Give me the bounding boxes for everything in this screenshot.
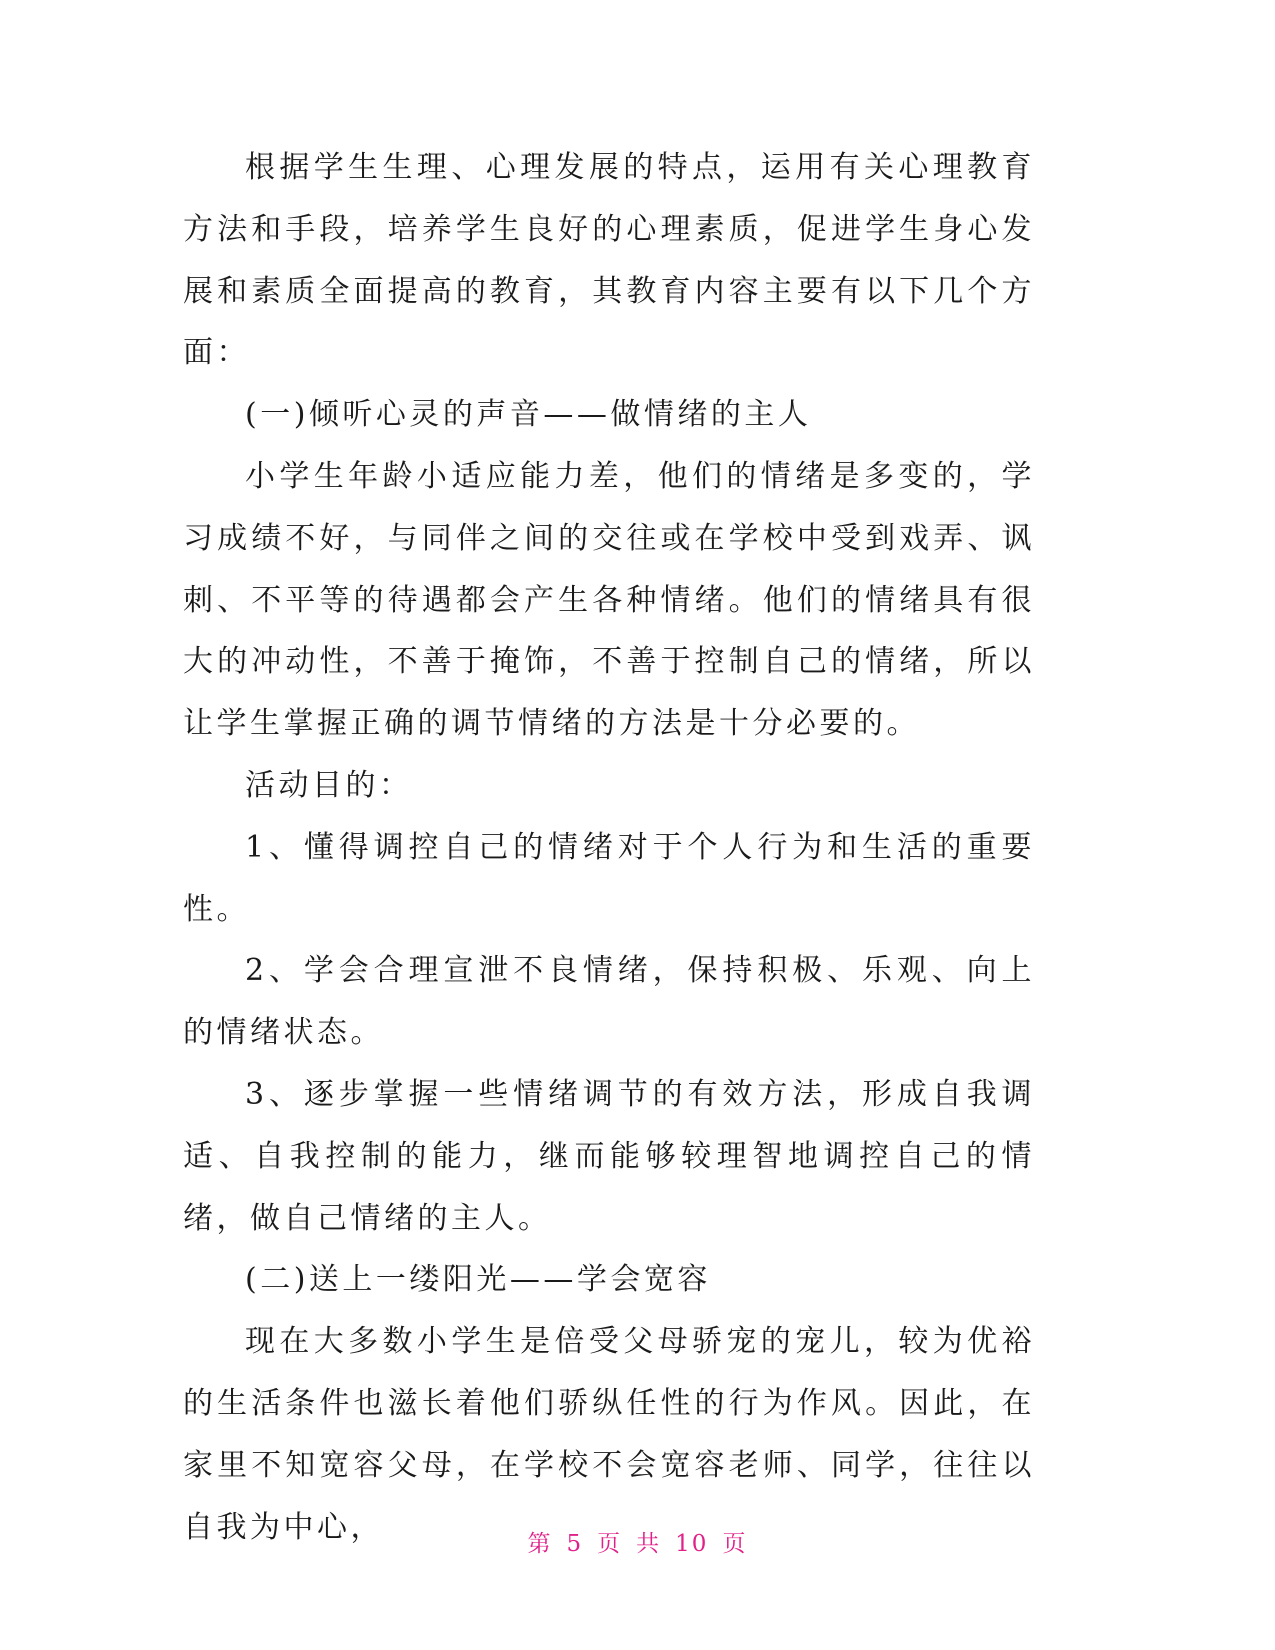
goal-item-2: 2、学会合理宣泄不良情绪，保持积极、乐观、向上的情绪状态。 [183, 953, 1035, 1051]
footer-current-page: 5 [566, 1531, 584, 1557]
footer-prefix: 第 [527, 1531, 553, 1557]
section-heading-2: (二)送上一缕阳光——学会宽容 [245, 1262, 711, 1298]
document-body [183, 137, 1035, 1558]
goal-item-3: 3、逐步掌握一些情绪调节的有效方法，形成自我调适、自我控制的能力，继而能够较理智地调控自己的情绪，做自己情绪的主人。 [183, 1076, 1035, 1236]
footer-suffix: 页 [722, 1531, 748, 1557]
footer-total-label: 共 [636, 1531, 662, 1557]
footer-total-pages: 10 [675, 1531, 709, 1557]
page-footer [0, 1525, 1275, 1558]
footer-page-label: 页 [597, 1531, 623, 1557]
goal-item-1: 1、懂得调控自己的情绪对于个人行为和生活的重要性。 [183, 829, 1035, 927]
section-heading-1: (一)倾听心灵的声音——做情绪的主人 [245, 397, 812, 433]
paragraph-section-1: 小学生年龄小适应能力差，他们的情绪是多变的，学习成绩不好，与同伴之间的交往或在学校中受到戏弄、讽刺、不平等的待遇都会产生各种情绪。他们的情绪具有很大的冲动性，不善于掩饰，不善于控制自己的情绪，所以让学生掌握正确的调节情绪的方法是十分必要的。 [183, 458, 1035, 742]
paragraph-intro: 根据学生生理、心理发展的特点，运用有关心理教育方法和手段，培养学生良好的心理素质，促进学生身心发展和素质全面提高的教育，其教育内容主要有以下几个方面： [183, 150, 1035, 371]
activity-goal-heading: 活动目的： [245, 767, 413, 803]
paragraph-section-2: 现在大多数小学生是倍受父母骄宠的宠儿，较为优裕的生活条件也滋长着他们骄纵任性的行为作风。因此，在家里不知宽容父母，在学校不会宽容老师、同学，往往以自我为中心， [183, 1324, 1035, 1545]
